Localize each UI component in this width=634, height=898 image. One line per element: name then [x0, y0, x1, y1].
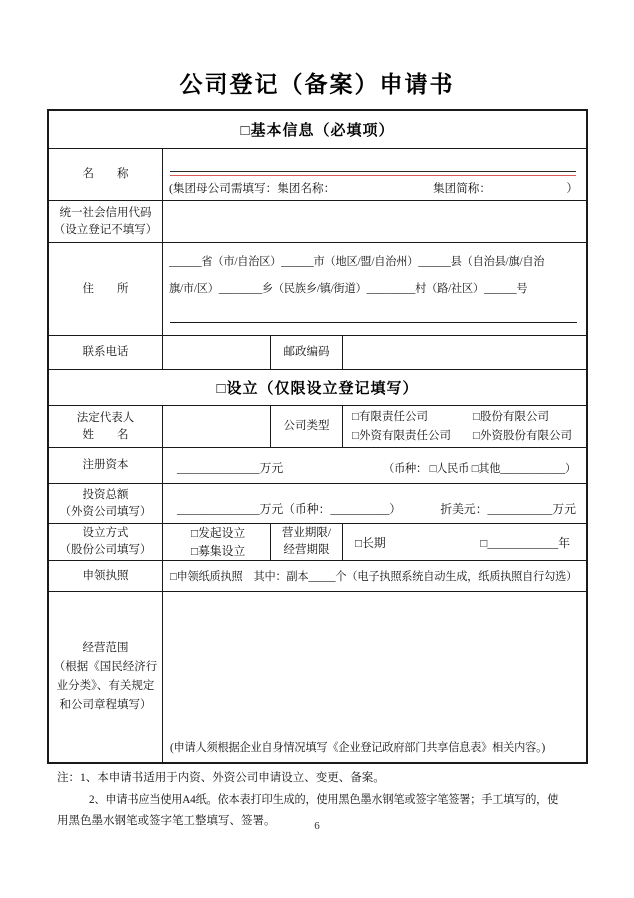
registered-capital-value-cell [162, 448, 586, 483]
page-title: 公司登记（备案）申请书 [179, 71, 455, 97]
footer-note-line2: 2、申请书应当使用A4纸。依本表打印生成的，使用黑色墨水钢笔或签字笔签署；手工填写的，使 [89, 793, 559, 806]
credit-code-label-line2: （设立登记不填写） [53, 223, 158, 236]
company-name-label: 名 称 [82, 168, 129, 180]
phone-label: 联系电话 [82, 346, 129, 358]
group-note-close: ） [566, 182, 578, 195]
group-note-line [163, 179, 586, 199]
total-investment-label-line2: （外资公司填写） [59, 505, 152, 518]
business-term-label-cell [270, 524, 342, 560]
row-address [49, 242, 586, 335]
application-form-table [47, 109, 588, 764]
row-business-scope [49, 591, 586, 762]
total-investment-usd: 折美元：___________万元 [440, 502, 576, 516]
footer-note-line3: 用黑色墨水钢笔或签字笔工整填写、签署。 [57, 815, 276, 827]
company-type-label-cell [270, 406, 342, 447]
postal-label: 邮政编码 [283, 346, 330, 358]
registered-capital-label-cell [49, 448, 162, 483]
address-label: 住 所 [82, 282, 129, 295]
registered-capital-currency: （币种： □人民币 □其他____________） [383, 462, 576, 475]
license-value-cell [162, 561, 586, 591]
postal-label-cell [270, 336, 342, 369]
company-type-option-foreign-joint-stock: □外资股份有限公司 [473, 429, 572, 442]
group-note-text: (集团母公司需填写：集团名称： [169, 182, 336, 195]
legal-rep-value-cell [162, 406, 270, 447]
establish-method-option-raise: □募集设立 [191, 544, 246, 558]
company-type-option-limited: □有限责任公司 [352, 410, 428, 423]
row-legal-rep [49, 405, 586, 447]
credit-code-label-cell [49, 201, 162, 242]
section-header-establishment-label: □设立（仅限设立登记填写） [216, 380, 419, 397]
company-name-fill-area [170, 149, 576, 179]
establish-method-option-sponsor: □发起设立 [191, 526, 246, 540]
total-investment-amount: ______________万元（币种：__________） [177, 502, 402, 516]
group-short-label: 集团简称： [433, 182, 491, 195]
legal-rep-label-cell [49, 406, 162, 447]
company-type-options [343, 406, 586, 447]
total-investment-value-cell [162, 484, 586, 523]
legal-rep-label-line1: 法定代表人 [76, 411, 135, 424]
row-company-name [49, 148, 586, 200]
company-name-label-cell [49, 149, 162, 200]
total-investment-label-line1: 投资总额 [82, 488, 129, 501]
establish-method-options-cell [162, 524, 270, 560]
company-name-value-cell [162, 149, 586, 200]
phone-value-cell [162, 336, 270, 369]
row-credit-code [49, 200, 586, 242]
establish-method-options [163, 524, 270, 560]
row-establish-method [49, 523, 586, 560]
license-text: □申领纸质执照 其中：副本_____个（电子执照系统自动生成，纸质执照自行勾选） [170, 571, 578, 583]
company-type-label: 公司类型 [283, 420, 330, 432]
license-label-cell [49, 561, 162, 591]
business-term-label-line2: 经营期限 [283, 544, 330, 556]
business-term-label-line1: 营业期限/ [281, 527, 332, 539]
page-number: 6 [314, 820, 320, 832]
row-phone-postal [49, 335, 586, 369]
phone-label-cell [49, 336, 162, 369]
total-investment-label-cell [49, 484, 162, 523]
fill-underline [170, 171, 576, 172]
company-type-options-cell [342, 406, 586, 447]
postal-value-cell [342, 336, 586, 369]
establish-method-label-line1: 设立方式 [82, 527, 129, 539]
section-header-establishment [49, 369, 586, 405]
establish-method-label-line2: （股份公司填写） [59, 544, 152, 556]
registered-capital-amount: ______________万元 [177, 461, 284, 475]
row-license [49, 560, 586, 591]
credit-code-label-line1: 统一社会信用代码 [59, 206, 152, 219]
business-scope-note: (申请人须根据企业自身情况填写《企业登记政府部门共享信息表》相关内容。) [170, 742, 546, 754]
address-line-2: 旗/市/区）________乡（民族乡/镇/街道）_________村（路/社区）______号 [169, 283, 528, 295]
credit-code-value-cell [162, 201, 586, 242]
business-scope-label-line3: 业分类》、有关规定 [56, 680, 155, 692]
row-total-investment [49, 483, 586, 523]
address-fill-underline [170, 322, 577, 323]
legal-rep-label-line2: 姓 名 [82, 428, 129, 441]
business-scope-value-cell [162, 592, 586, 762]
business-scope-label-line1: 经营范围 [82, 642, 129, 654]
business-term-option-years: □____________年 [480, 535, 570, 550]
company-type-option-joint-stock: □股份有限公司 [473, 410, 549, 423]
license-label: 申领执照 [82, 569, 129, 582]
business-scope-label-line4: 和公司章程填写） [59, 699, 152, 711]
registered-capital-label: 注册资本 [82, 459, 129, 471]
address-label-cell [49, 243, 162, 335]
row-registered-capital [49, 447, 586, 483]
business-term-options-cell [342, 524, 586, 560]
business-scope-label-line2: （根据《国民经济行 [53, 661, 158, 673]
establish-method-label-cell [49, 524, 162, 560]
address-line-1: ______省（市/自治区）______市（地区/盟/自治州）______县（自治县/旗/自治 [169, 256, 545, 268]
address-value-cell [162, 243, 586, 335]
business-scope-label-cell [49, 592, 162, 762]
fill-underline-red [170, 175, 576, 176]
section-header-basic-info [49, 111, 586, 148]
section-header-basic-info-label: □基本信息（必填项） [240, 122, 395, 139]
footer-note-line1: 注：1、本申请书适用于内资、外资公司申请设立、变更、备案。 [57, 772, 385, 784]
company-type-option-foreign-limited: □外资有限责任公司 [352, 429, 451, 442]
business-term-option-long: □长期 [355, 535, 386, 550]
